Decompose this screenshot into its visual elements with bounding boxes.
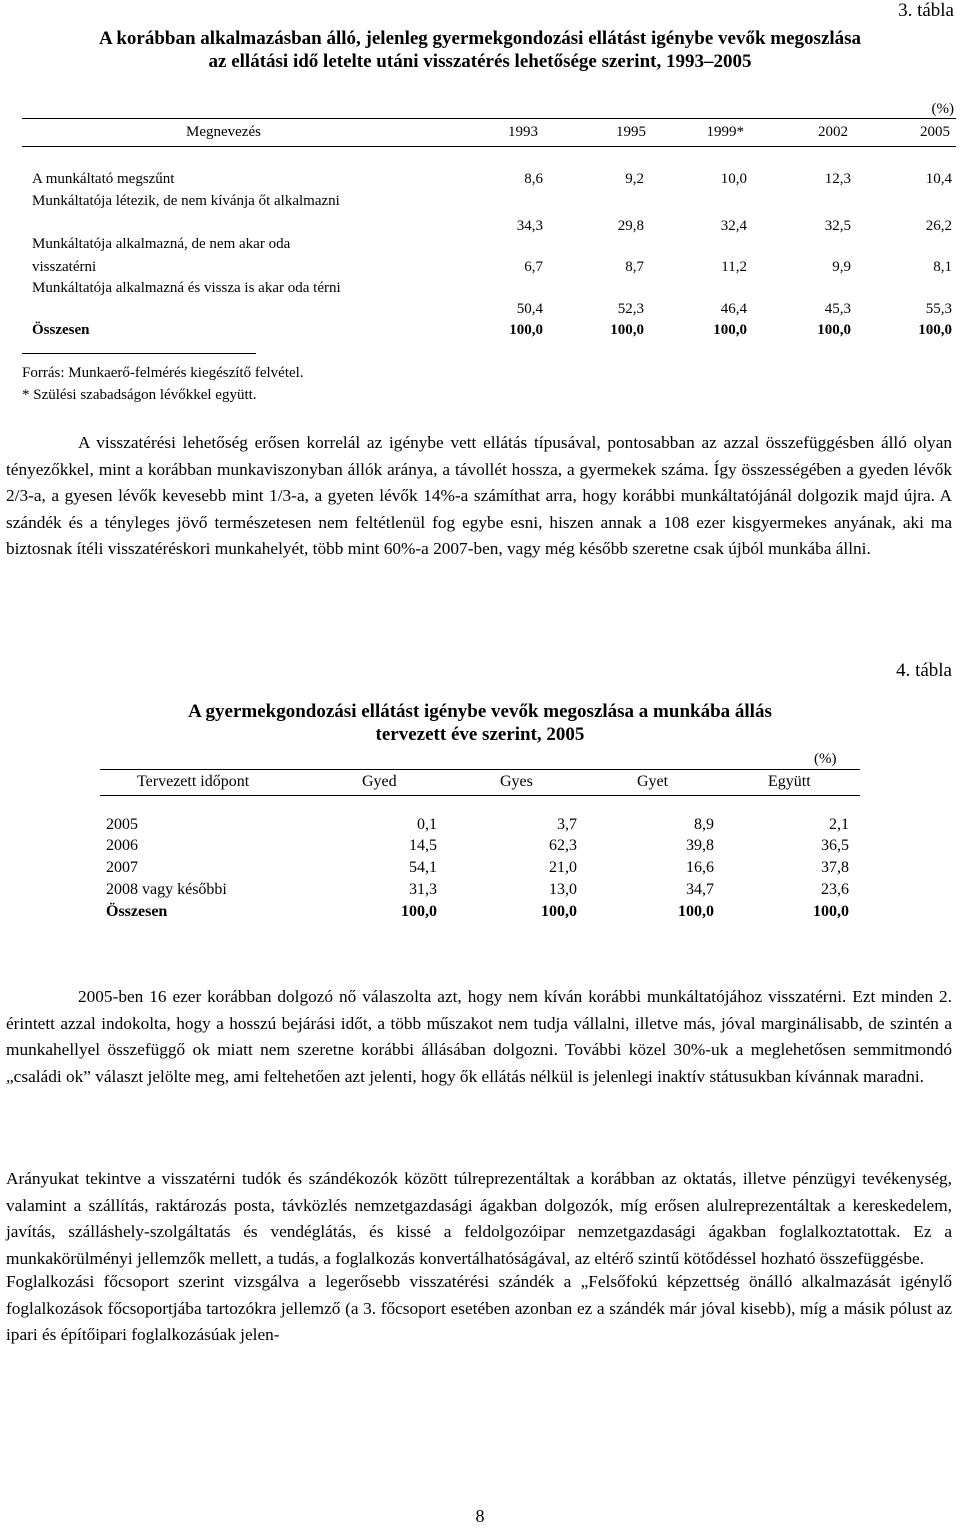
table-cell: 9,9 xyxy=(832,259,851,275)
table-cell: 100,0 xyxy=(610,322,644,338)
table-cell: 45,3 xyxy=(824,301,851,317)
table-row xyxy=(0,193,960,213)
column-header: Tervezett időpont xyxy=(137,773,250,790)
column-header: Gyet xyxy=(637,773,669,790)
table-top-rule xyxy=(22,118,956,119)
table-cell: 3,7 xyxy=(557,816,577,833)
table-title-line: A gyermekgondozási ellátást igénybe vevők megoszlása a munkába állás xyxy=(188,701,772,722)
table-cell: 100,0 xyxy=(541,903,577,920)
row-label: 2005 xyxy=(106,816,138,833)
table-cell: 32,5 xyxy=(824,218,851,234)
table-cell: 100,0 xyxy=(918,322,952,338)
table-row xyxy=(0,236,960,256)
table-title-line: az ellátási idő letelte utáni visszatérés lehetősége szerint, 1993–2005 xyxy=(208,51,752,72)
column-header: 1995 xyxy=(616,124,646,140)
table-cell: 0,1 xyxy=(417,816,437,833)
row-label: 2006 xyxy=(106,837,138,854)
table-cell: 37,8 xyxy=(821,859,849,876)
body-paragraph: Foglalkozási főcsoport szerint vizsgálva a legerősebb visszatérési szándék a „Felsőfokú képzettség önálló alkalmazását igénylő foglalkozások főcsoportjába tartozókra jellemző (a 3. főcsoport esetében azonban ez a szándék már jóval kisebb), míg a másik pólust az ipari és építőipari foglalkozásúak jelen- xyxy=(6,1272,952,1344)
row-label: 2008 vagy későbbi xyxy=(106,881,227,898)
row-label: Munkáltatója alkalmazná és vissza is akar oda térni xyxy=(32,280,341,296)
row-label: Összesen xyxy=(32,322,90,338)
column-header: 2005 xyxy=(920,124,950,140)
column-header: 2002 xyxy=(818,124,848,140)
table-cell: 10,4 xyxy=(925,171,952,187)
table-cell: 100,0 xyxy=(509,322,543,338)
table-cell: 26,2 xyxy=(925,218,952,234)
table-total-row xyxy=(0,322,960,342)
table-title-line: A korábban alkalmazásban álló, jelenleg gyermekgondozási ellátást igénybe vevők megoszlása xyxy=(98,28,862,49)
row-label: Munkáltatója alkalmazná, de nem akar oda xyxy=(32,236,291,252)
row-label: Munkáltatója létezik, de nem kívánja őt alkalmazni xyxy=(32,193,340,209)
table-cell: 14,5 xyxy=(409,837,437,854)
table-cell: 8,6 xyxy=(524,171,543,187)
table-cell: 52,3 xyxy=(617,301,644,317)
table-cell: 46,4 xyxy=(720,301,747,317)
table-title xyxy=(0,700,960,746)
table-row-values xyxy=(0,259,960,279)
footnote-rule xyxy=(22,353,256,354)
table-cell: 8,9 xyxy=(694,816,714,833)
table-row-values xyxy=(0,301,960,321)
table-title-line: tervezett éve szerint, 2005 xyxy=(375,724,585,745)
table-top-rule xyxy=(100,769,860,770)
table-cell: 2,1 xyxy=(829,816,849,833)
table-cell: 50,4 xyxy=(516,301,543,317)
table-cell: 100,0 xyxy=(817,322,851,338)
page-number: 8 xyxy=(475,1506,485,1526)
column-header: Megnevezés xyxy=(186,124,261,140)
table-cell: 9,2 xyxy=(625,171,644,187)
table-cell: 36,5 xyxy=(821,837,849,854)
row-label: A munkáltató megszűnt xyxy=(32,171,175,187)
row-label: Összesen xyxy=(106,903,168,920)
table-footnote: * Szülési szabadságon lévőkkel együtt. xyxy=(22,387,257,403)
table-cell: 29,8 xyxy=(617,218,644,234)
table-cell: 54,1 xyxy=(409,859,437,876)
table-row-values xyxy=(0,218,960,238)
table-cell: 100,0 xyxy=(401,903,437,920)
body-paragraph: 2005-ben 16 ezer korábban dolgozó nő válaszolta azt, hogy nem kíván korábbi munkáltatójához visszatérni. Ezt minden 2. érintett azzal indokolta, hogy a hosszú bejárási időt, a több műszakot nem tudja vállalni, illetve más, jóval marginálisabb, de szintén a munkahellyel összefüggő ok miatt nem szeretne korábbi állásában dolgozni. További közel 30%-uk a meglehetősen semmitmondó „családi ok” választ jelölte meg, ami feltehetően azt jelenti, hogy ők ellátás nélkül is jelenlegi inaktív státusukban kívánnak maradni. xyxy=(6,987,952,1086)
unit-label: (%) xyxy=(814,751,837,767)
body-paragraph: A visszatérési lehetőség erősen korrelál az igénybe vett ellátás típusával, pontosabban az azzal összefüggésben álló olyan tényezőkkel, mint a korábban munkaviszonyban állók aránya, a távollét hossza, a gyermekek száma. Így összességében a gyeden lévők 2/3-a, a gyesen lévők kevesebb mint 1/3-a, a gyeten lévők 14%-a számíthat arra, hogy korábbi munkáltatójánál dolgozik majd újra. A szándék és a tényleges jövő természetesen nem feltétlenül fog egybe esni, hiszen annak a 108 ezer kisgyermekes anyának, aki ma biztosnak ítéli visszatéréskori munkahelyét, több mint 60%-a 2007-ben, vagy még később szeretne csak újból munkába állni. xyxy=(6,433,952,558)
table-cell: 32,4 xyxy=(720,218,747,234)
column-header: Gyes xyxy=(500,773,533,790)
table-cell: 55,3 xyxy=(925,301,952,317)
column-header: 1999* xyxy=(706,124,744,140)
unit-label: (%) xyxy=(931,101,954,117)
table-cell: 39,8 xyxy=(686,837,714,854)
table-cell: 34,7 xyxy=(686,881,714,898)
column-header: Együtt xyxy=(768,773,811,790)
row-label: visszatérni xyxy=(32,259,97,275)
table-header-rule xyxy=(22,146,956,147)
table-row xyxy=(0,280,960,300)
column-header: 1993 xyxy=(508,124,538,140)
table-cell: 12,3 xyxy=(824,171,851,187)
table-cell: 62,3 xyxy=(549,837,577,854)
table-cell: 21,0 xyxy=(549,859,577,876)
table-cell: 8,7 xyxy=(625,259,644,275)
table-cell: 16,6 xyxy=(686,859,714,876)
body-paragraph: Arányukat tekintve a visszatérni tudók és szándékozók között túlreprezentáltak a korábban az oktatás, illetve pénzügyi tevékenység, valamint a szállítás, raktározás posta, távközlés nemzetgazdasági ágakban dolgozók, míg erősen alulreprezentáltak a kereskedelem, javítás, szálláshely-szolgáltatás és vendéglátás, és kissé a feldolgozóipar nemzetgazdasági ágakban foglalkoztatottak. Ez a munkakörülményi jellemzők mellett, a tudás, a foglalkozás konvertálhatóságával, az eltérő szintű kötődéssel hozható összefüggésbe. xyxy=(6,1169,952,1268)
table-cell: 100,0 xyxy=(678,903,714,920)
table-header-rule xyxy=(100,795,860,796)
table-label: 4. tábla xyxy=(896,660,952,681)
row-label: 2007 xyxy=(106,859,138,876)
table-cell: 31,3 xyxy=(409,881,437,898)
table-source: Forrás: Munkaerő-felmérés kiegészítő felvétel. xyxy=(22,365,304,381)
table-cell: 6,7 xyxy=(524,259,543,275)
table-row xyxy=(0,171,960,191)
table-title xyxy=(0,27,960,73)
table-cell: 100,0 xyxy=(713,322,747,338)
table-cell: 23,6 xyxy=(821,881,849,898)
table-cell: 11,2 xyxy=(721,259,747,275)
table-header-row xyxy=(0,124,960,144)
table-cell: 10,0 xyxy=(720,171,747,187)
table-cell: 13,0 xyxy=(549,881,577,898)
table-cell: 8,1 xyxy=(933,259,952,275)
column-header: Gyed xyxy=(362,773,397,790)
table-cell: 100,0 xyxy=(813,903,849,920)
table-cell: 34,3 xyxy=(516,218,543,234)
table-label: 3. tábla xyxy=(898,0,954,21)
